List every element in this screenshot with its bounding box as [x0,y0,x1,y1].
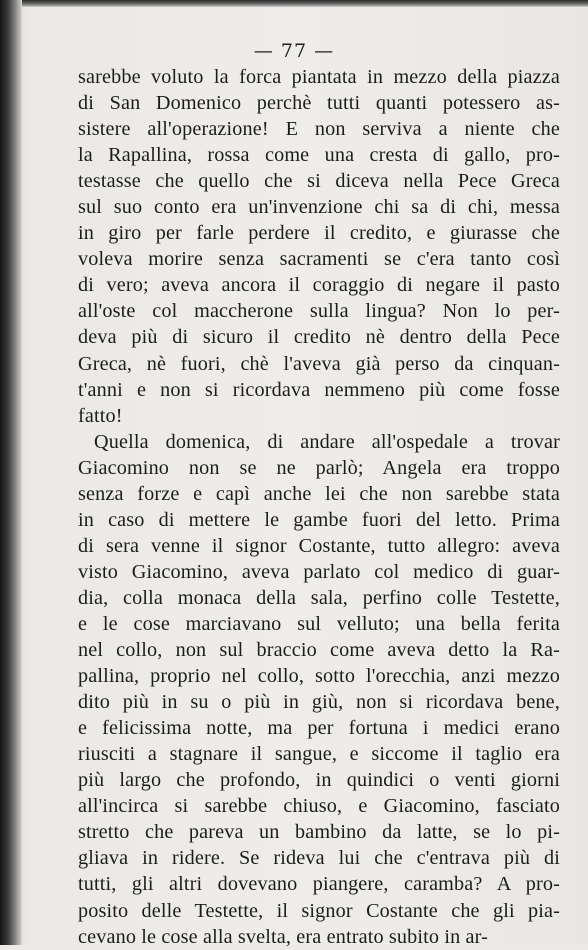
text-line: di vero; aveva ancora il coraggio di negare il pasto [78,274,560,297]
text-line: senza forze e capì anche lei che non sarebbe stata [78,482,560,505]
text-line: più largo che profondo, in quindici o venti giorni [78,769,560,792]
text-line: t'anni e non si ricordava nemmeno più come fosse [78,378,560,401]
text-line: sul suo conto era un'invenzione chi sa di chi, messa [78,196,560,219]
text-line: voleva morire senza sacramenti se c'era tanto così [78,248,560,271]
paragraph [78,429,560,950]
text-line: pallina, proprio nel collo, sotto l'orecchia, anzi mezzo [78,665,560,688]
text-line: visto Giacomino, aveva parlato col medico di guar- [78,560,560,583]
text-line: posito delle Testette, il signor Costante che gli pia- [78,899,560,922]
text-line: sistere all'operazione! E non serviva a niente che [78,118,560,141]
text-line: sarebbe voluto la forca piantata in mezzo della piazza [78,66,560,88]
text-line: in caso di mettere le gambe fuori del letto. Prima [78,508,560,531]
text-line: nel collo, non sul braccio come aveva detto la Ra- [78,639,560,662]
body-text [78,64,560,950]
text-line: dia, colla monaca della sala, perfino colle Testette, [78,586,560,609]
text-line: tutti, gli altri dovevano piangere, caramba? A pro- [78,873,560,896]
text-line: Greca, nè fuori, chè l'aveva già perso da cinquan- [78,352,560,375]
text-line: cevano le cose alla svelta, era entrato subito in ar- [78,925,488,948]
book-spine-shadow [0,0,22,945]
page-number: — 77 — [253,40,335,62]
paragraph [78,64,560,429]
text-line: di sera venne il signor Costante, tutto allegro: aveva [78,534,560,557]
text-line: in giro per farle perdere il credito, e giurasse che [78,222,560,245]
text-line: e le cose marciavano sul velluto; una bella ferita [78,612,560,635]
text-line: dito più in su o più in giù, non si ricordava bene, [78,691,560,714]
text-line: all'incirca si sarebbe chiuso, e Giacomino, fasciato [78,795,560,818]
text-line: stretto che pareva un bambino da latte, se lo pi- [78,821,560,844]
text-line: Giacomino non se ne parlò; Angela era troppo [78,456,560,479]
text-line: deva più di sicuro il credito nè dentro della Pece [78,326,560,349]
text-line: testasse che quello che si diceva nella Pece Greca [78,170,560,193]
text-line: gliava in ridere. Se rideva lui che c'entrava più di [78,847,560,870]
text-line: Quella domenica, di andare all'ospedale a trovar [94,430,560,453]
text-line: la Rapallina, rossa come una cresta di gallo, pro- [78,144,560,167]
text-line: fatto! [78,404,123,427]
text-line: e felicissima notte, ma per fortuna i medici erano [78,717,560,740]
text-line: riusciti a stagnare il sangue, e siccome il taglio era [78,743,560,766]
text-line: all'oste col maccherone sulla lingua? Non lo per- [78,300,560,323]
page-top-shadow [0,0,588,7]
text-line: di San Domenico perchè tutti quanti potessero as- [78,92,560,115]
